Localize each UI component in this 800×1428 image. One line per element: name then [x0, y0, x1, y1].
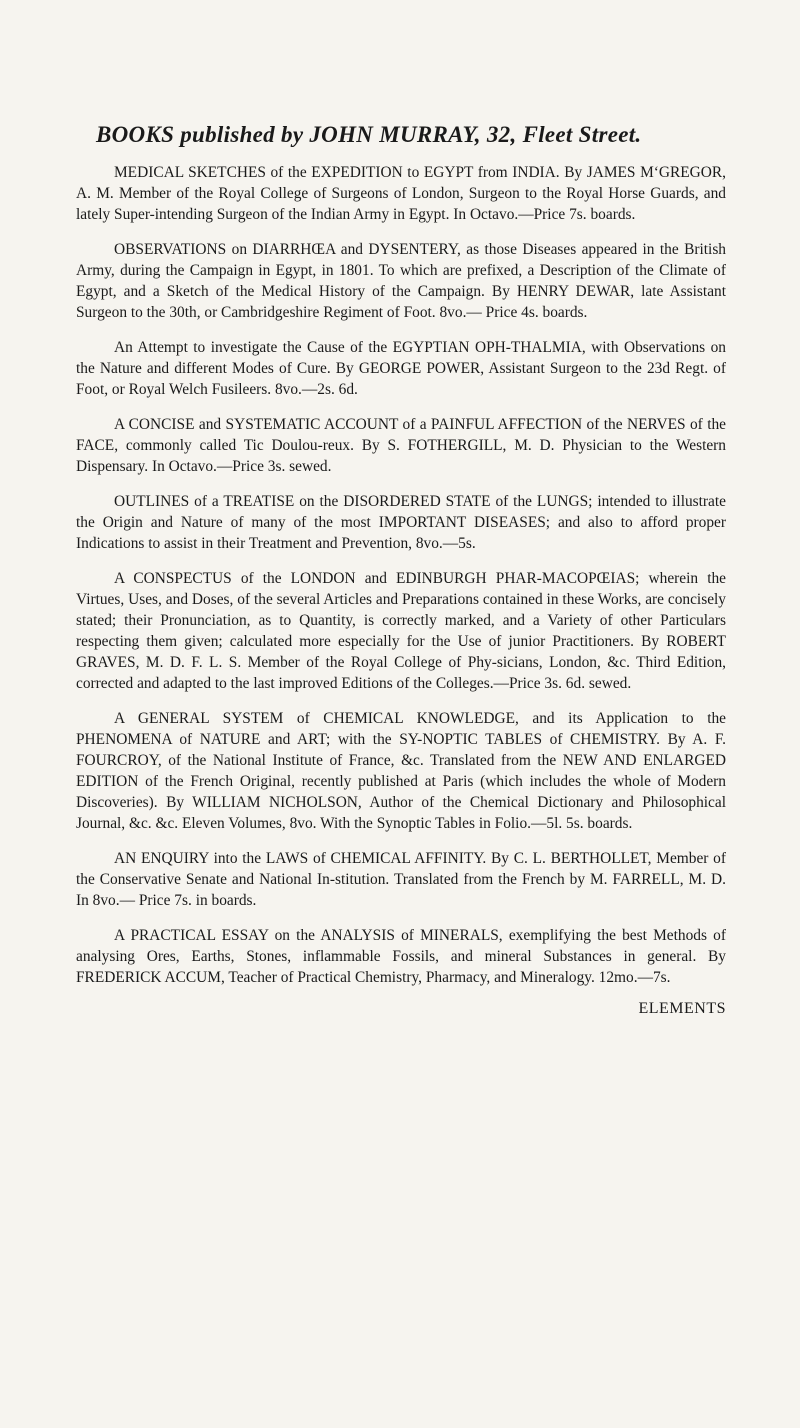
entry-conspectus-pharmacopoeias: A CONSPECTUS of the LONDON and EDINBURGH PHAR-MACOPŒIAS; wherein the Virtues, Uses, and Doses, of the several Articles and Preparations contained in these Works, are concisely stated; their Pronunciation, as to Quantity, is correctly marked, and a Variety of other Particulars respecting them given; calculated more especially for the Use of junior Practitioners. By ROBERT GRAVES, M. D. F. L. S. Member of the Royal College of Phy-sicians, London, &c. Third Edition, corrected and adapted to the last improved Editions of the Colleges.—Price 3s. 6d. sewed. — [76, 570, 726, 692]
catchword: ELEMENTS — [638, 1000, 726, 1017]
entry-egyptian-ophthalmia: An Attempt to investigate the Cause of the EGYPTIAN OPH-THALMIA, with Observations on the Nature and different Modes of Cure. By GEORGE POWER, Assistant Surgeon to the 23d Regt. of Foot, or Royal Welch Fusileers. 8vo.—2s. 6d. — [76, 339, 726, 398]
page-header: BOOKS published by JOHN MURRAY, 32, Fleet Street. — [96, 122, 642, 147]
entry-chemical-affinity: AN ENQUIRY into the LAWS of CHEMICAL AFFINITY. By C. L. BERTHOLLET, Member of the Conservative Senate and National In-stitution. Translated from the French by M. FARRELL, M. D. In 8vo.— Price 7s. in boards. — [76, 850, 726, 909]
book-advertisement-page — [76, 122, 726, 1018]
entry-tic-douloureux: A CONCISE and SYSTEMATIC ACCOUNT of a PAINFUL AFFECTION of the NERVES of the FACE, commonly called Tic Doulou-reux. By S. FOTHERGILL, M. D. Physician to the Western Dispensary. In Octavo.—Price 3s. sewed. — [76, 416, 726, 475]
entry-observations-diarrhoea: OBSERVATIONS on DIARRHŒA and DYSENTERY, as those Diseases appeared in the British Army, during the Campaign in Egypt, in 1801. To which are prefixed, a Description of the Climate of Egypt, and a Sketch of the Medical History of the Campaign. By HENRY DEWAR, late Assistant Surgeon to the 30th, or Cambridgeshire Regiment of Foot. 8vo.— Price 4s. boards. — [76, 241, 726, 321]
entry-chemical-knowledge: A GENERAL SYSTEM of CHEMICAL KNOWLEDGE, and its Application to the PHENOMENA of NATURE and ART; with the SY-NOPTIC TABLES of CHEMISTRY. By A. F. FOURCROY, of the National Institute of France, &c. Translated from the NEW AND ENLARGED EDITION of the French Original, recently published at Paris (which includes the whole of Modern Discoveries). By WILLIAM NICHOLSON, Author of the Chemical Dictionary and Philosophical Journal, &c. &c. Eleven Volumes, 8vo. With the Synoptic Tables in Folio.—5l. 5s. boards. — [76, 710, 726, 832]
entry-analysis-minerals: A PRACTICAL ESSAY on the ANALYSIS of MINERALS, exemplifying the best Methods of analysing Ores, Earths, Stones, inflammable Fossils, and mineral Substances in general. By FREDERICK ACCUM, Teacher of Practical Chemistry, Pharmacy, and Mineralogy. 12mo.—7s. — [76, 927, 726, 986]
entry-disordered-lungs: OUTLINES of a TREATISE on the DISORDERED STATE of the LUNGS; intended to illustrate the Origin and Nature of many of the most IMPORTANT DISEASES; and also to afford proper Indications to assist in their Treatment and Prevention, 8vo.—5s. — [76, 493, 726, 552]
entry-medical-sketches: MEDICAL SKETCHES of the EXPEDITION to EGYPT from INDIA. By JAMES M‘GREGOR, A. M. Member of the Royal College of Surgeons of London, Surgeon to the Royal Horse Guards, and lately Super-intending Surgeon of the Indian Army in Egypt. In Octavo.—Price 7s. boards. — [76, 164, 726, 223]
